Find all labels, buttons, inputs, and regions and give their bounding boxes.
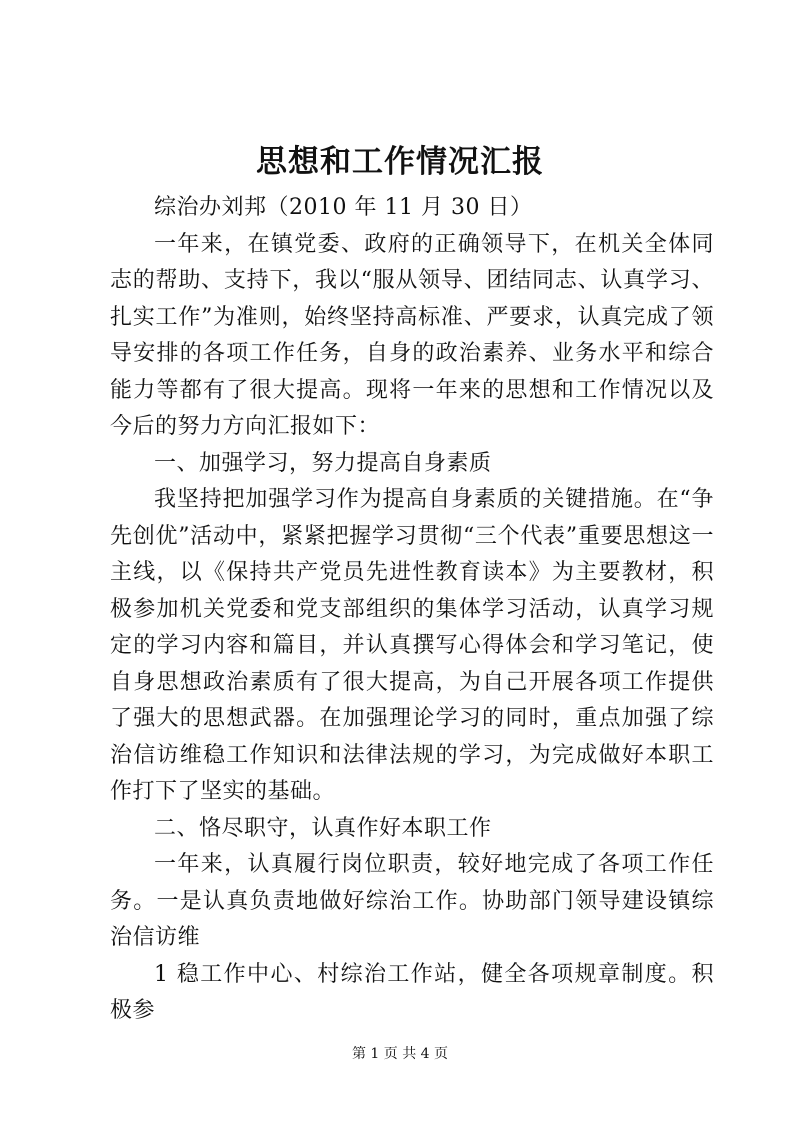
page-number-footer: 第 1 页 共 4 页 [351,1046,449,1062]
paragraph-duty: 一年来，认真履行岗位职责，较好地完成了各项工作任务。一是认真负责地做好综治工作。协助部门领导建设镇综治信访维 [110,852,714,950]
document-body [110,190,714,1030]
author-line: 综治办刘邦（2010 年 11 月 30 日） [154,195,533,220]
paragraph-continued: 1 稳工作中心、村综治工作站，健全各项规章制度。积极参 [110,961,714,1023]
paragraph-study: 我坚持把加强学习作为提高自身素质的关键措施。在“争先创优”活动中，紧紧把握学习贯彻“三个代表”重要思想这一主线，以《保持共产党员先进性教育读本》为主要教材，积极参加机关党委和党支部组织的集体学习活动，认真学习规定的学习内容和篇目，并认真撰写心得体会和学习笔记，使自身思想政治素质有了很大提高，为自己开展各项工作提供了强大的思想武器。在加强理论学习的同时，重点加强了综治信访维稳工作知识和法律法规的学习，为完成做好本职工作打下了坚实的基础。 [110,487,714,804]
section-heading-duty: 二、恪尽职守，认真作好本职工作 [154,815,492,841]
paragraph-intro: 一年来，在镇党委、政府的正确领导下，在机关全体同志的帮助、支持下，我以“服从领导、团结同志、认真学习、扎实工作”为准则，始终坚持高标准、严要求，认真完成了领导安排的各项工作任务，自身的政治素养、业务水平和综合能力等都有了很大提高。现将一年来的思想和工作情况以及今后的努力方向汇报如下： [110,231,714,439]
section-heading-study: 一、加强学习，努力提高自身素质 [154,450,492,476]
document-title: 思想和工作情况汇报 [256,144,544,180]
